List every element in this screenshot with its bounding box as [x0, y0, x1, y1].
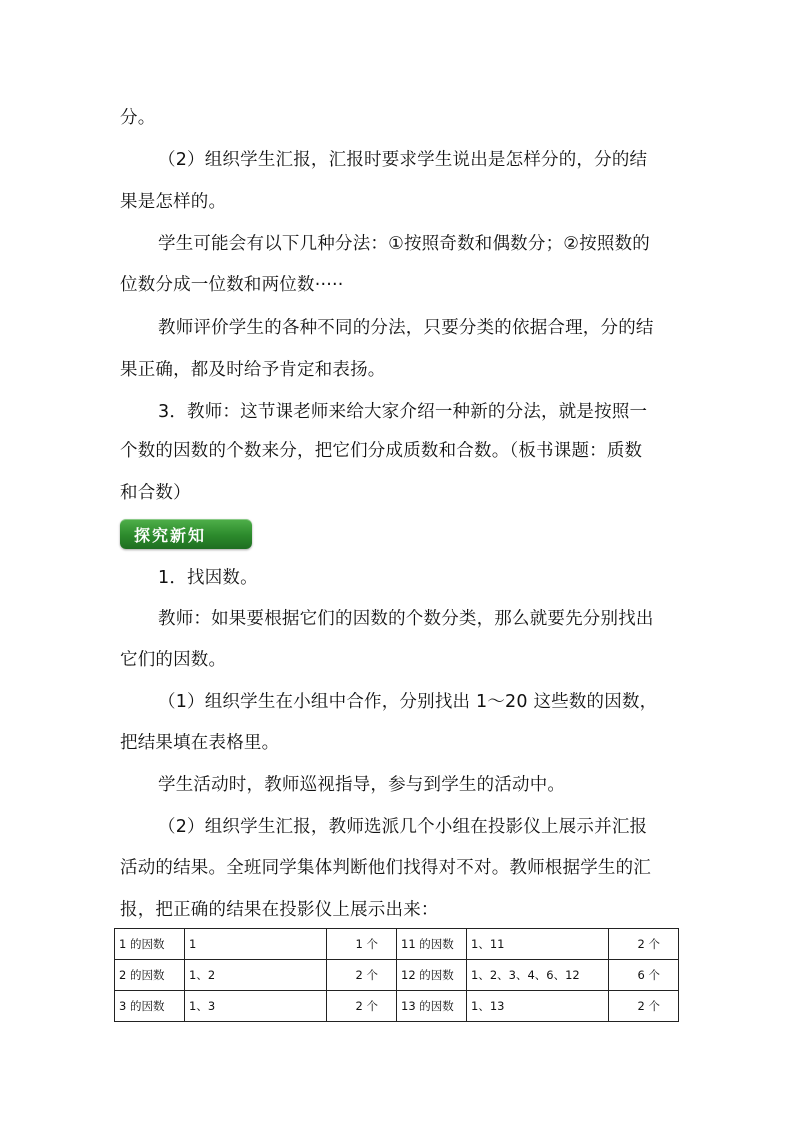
paragraph-line: 位数分成一位数和两位数····· [120, 275, 344, 295]
paragraph-line: 1．找因数。 [158, 568, 258, 588]
paragraph-line: 学生可能会有以下几种分法：①按照奇数和偶数分；②按照数的 [158, 234, 650, 254]
paragraph-line: 果正确，都及时给予肯定和表扬。 [120, 360, 386, 380]
table-cell: 1 [185, 929, 327, 960]
paragraph-line: 报，把正确的结果在投影仪上展示出来： [120, 900, 439, 920]
factor-table [114, 928, 679, 1022]
table-cell: 3 的因数 [115, 991, 185, 1022]
table-cell: 1、2 [185, 960, 327, 991]
paragraph-line: 教师：如果要根据它们的因数的个数分类，那么就要先分别找出 [158, 609, 654, 629]
table-cell: 2 个 [327, 991, 397, 1022]
table-cell: 2 个 [327, 960, 397, 991]
paragraph-line: 学生活动时，教师巡视指导，参与到学生的活动中。 [158, 775, 566, 795]
paragraph-line: 个数的因数的个数来分，把它们分成质数和合数。（板书课题：质数 [120, 441, 643, 461]
paragraph-line: 活动的结果。全班同学集体判断他们找得对不对。教师根据学生的汇 [120, 858, 651, 878]
paragraph-line: 分。 [120, 108, 156, 128]
table-cell: 1、2、3、4、6、12 [467, 960, 609, 991]
table-cell: 1、11 [467, 929, 609, 960]
table-row [115, 960, 679, 991]
table-cell: 1、13 [467, 991, 609, 1022]
table-cell: 2 的因数 [115, 960, 185, 991]
paragraph-line: （2）组织学生汇报，汇报时要求学生说出是怎样分的，分的结 [158, 150, 648, 170]
table-row [115, 991, 679, 1022]
paragraph-line: （1）组织学生在小组中合作，分别找出 1～20 这些数的因数， [158, 692, 658, 712]
table-cell: 2 个 [609, 929, 679, 960]
paragraph-line: 和合数） [120, 483, 191, 503]
paragraph-line: 3．教师：这节课老师来给大家介绍一种新的分法，就是按照一 [158, 402, 648, 422]
table-cell: 6 个 [609, 960, 679, 991]
table-cell: 11 的因数 [397, 929, 467, 960]
paragraph-line: （2）组织学生汇报，教师选派几个小组在投影仪上展示并汇报 [158, 817, 648, 837]
table-cell: 13 的因数 [397, 991, 467, 1022]
table-cell: 1 的因数 [115, 929, 185, 960]
table-row [115, 929, 679, 960]
table-cell: 2 个 [609, 991, 679, 1022]
table-cell: 1 个 [327, 929, 397, 960]
section-badge: 探究新知 [120, 519, 252, 549]
paragraph-line: 果是怎样的。 [120, 192, 227, 212]
paragraph-line: 它们的因数。 [120, 650, 227, 670]
table-cell: 1、3 [185, 991, 327, 1022]
paragraph-line: 教师评价学生的各种不同的分法，只要分类的依据合理，分的结 [158, 318, 654, 338]
paragraph-line: 把结果填在表格里。 [120, 733, 280, 753]
table-cell: 12 的因数 [397, 960, 467, 991]
